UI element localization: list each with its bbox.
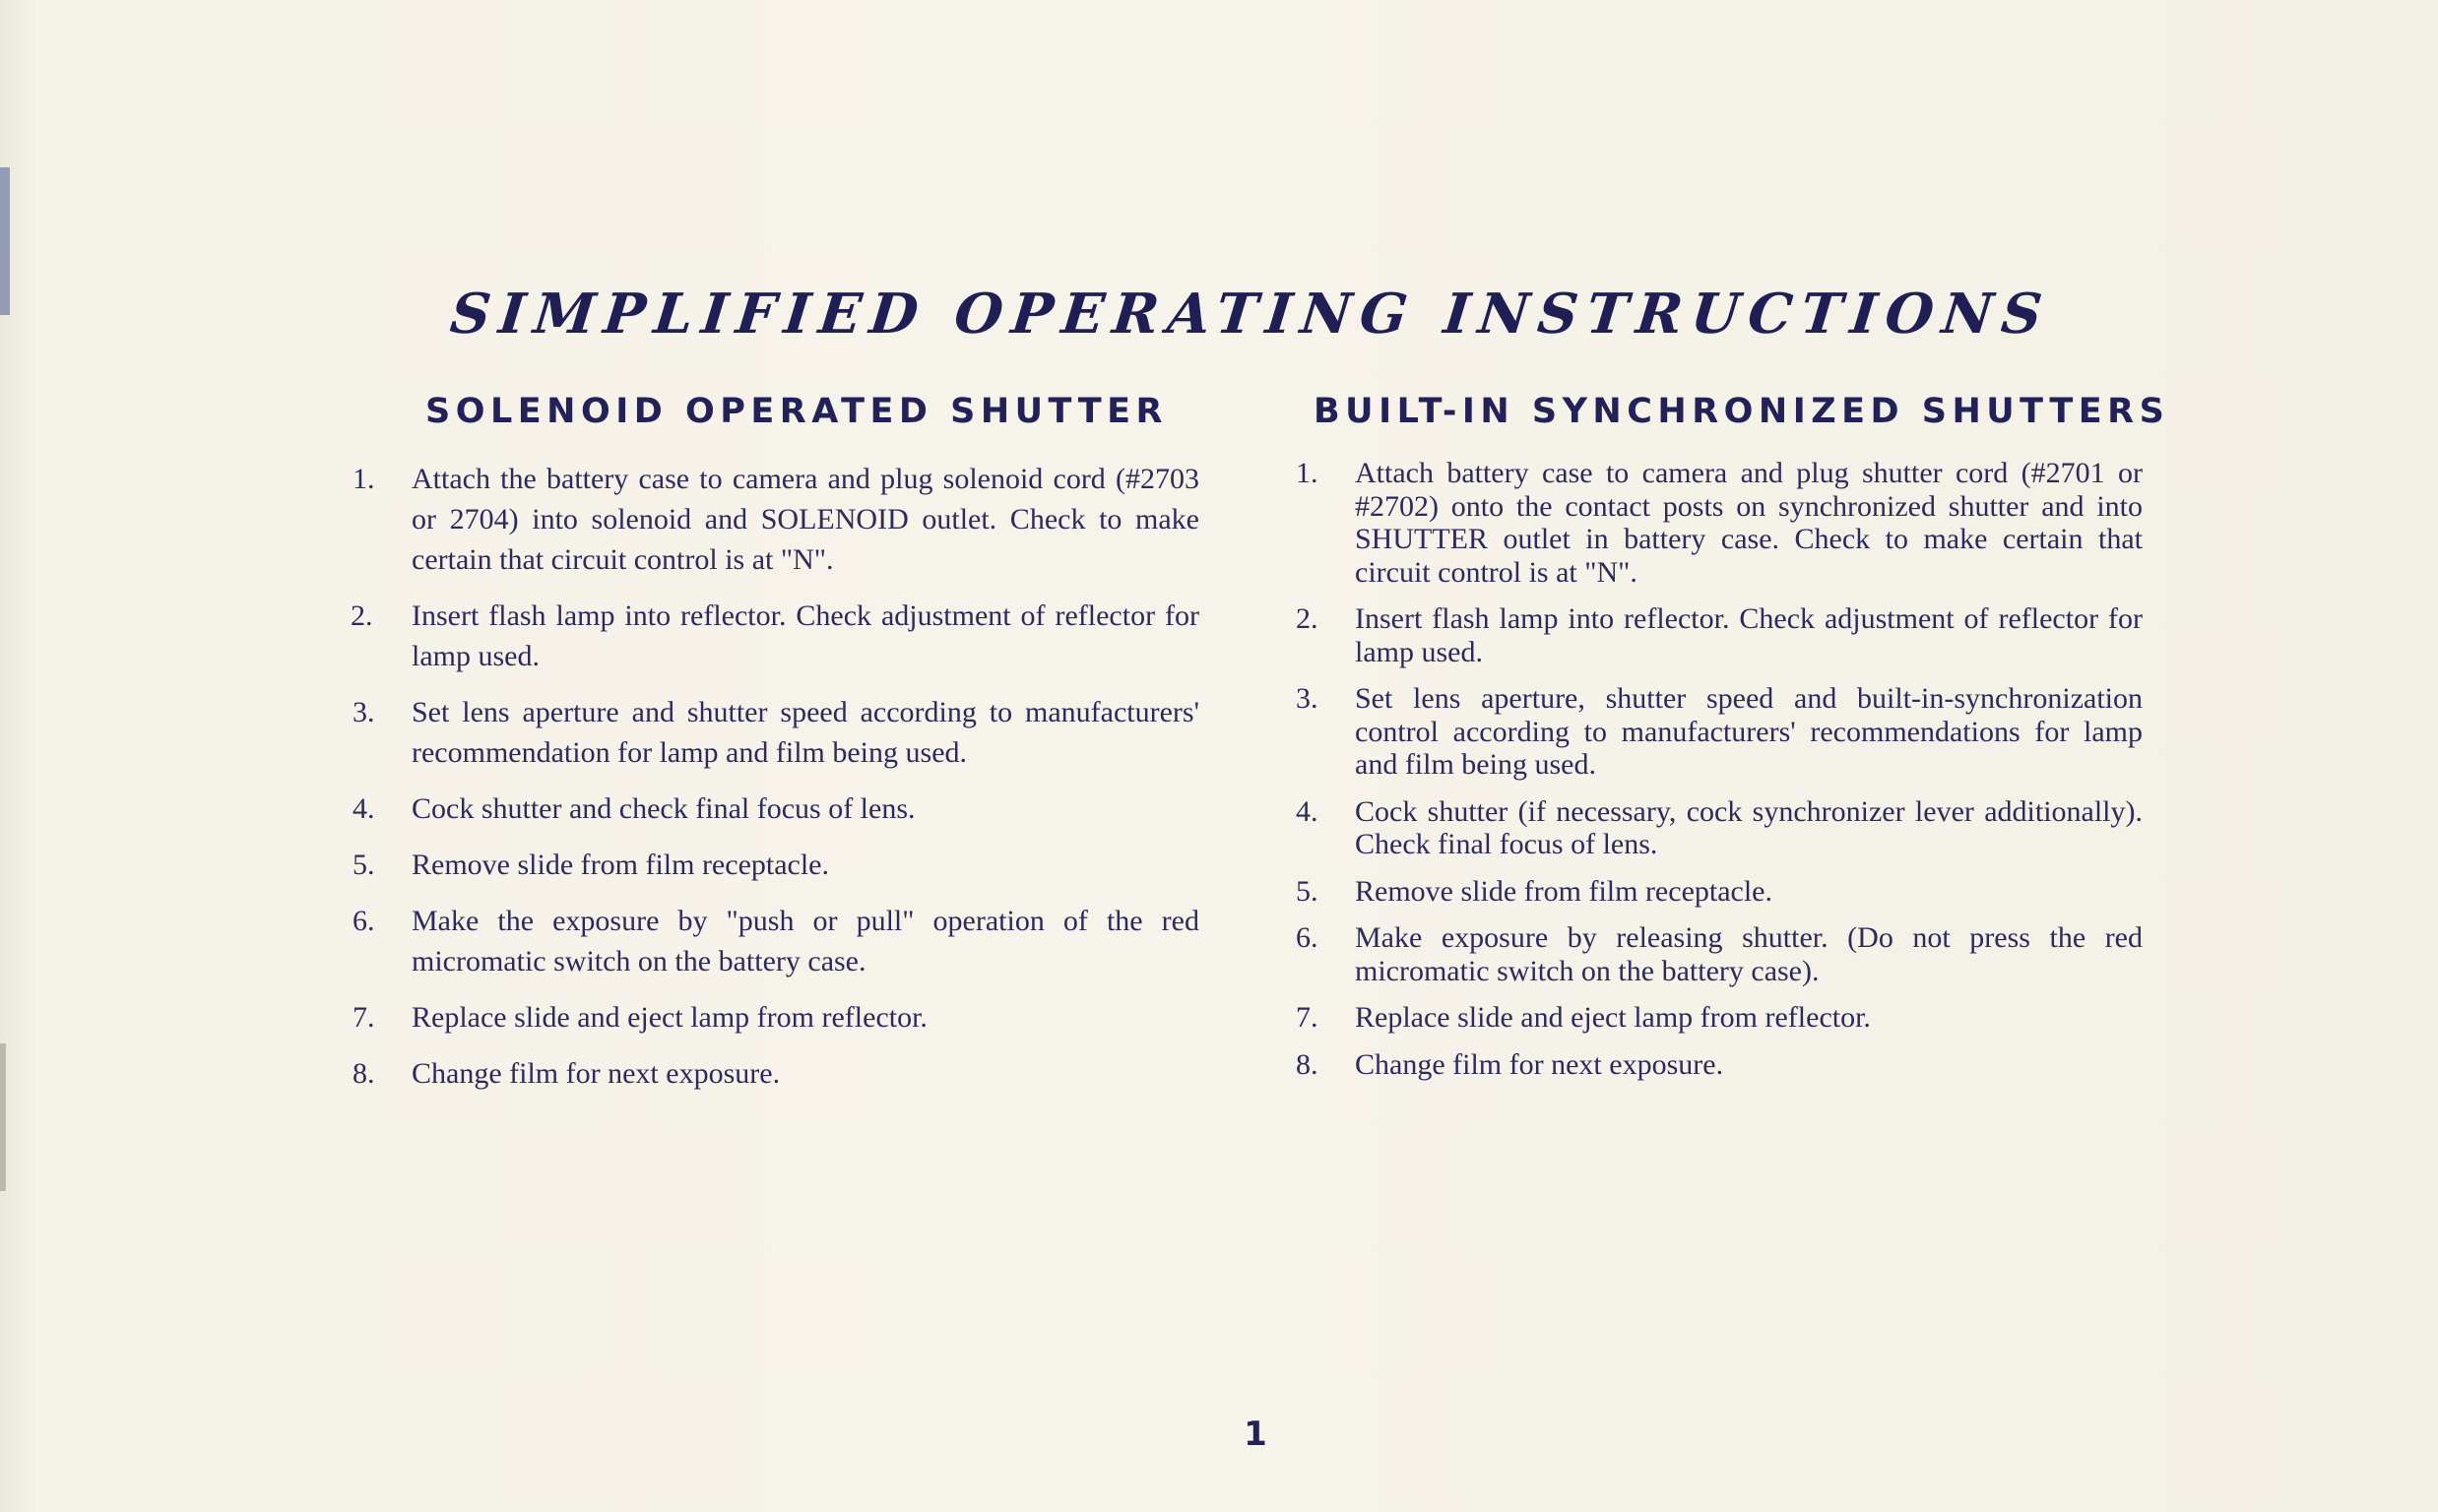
step-number: 1. [353,463,375,495]
step-text: Change film for next exposure. [1355,1047,1724,1081]
step-text: Replace slide and eject lamp from reflector. [412,1001,928,1034]
step-number: 3. [1296,682,1318,715]
list-item [1290,1001,2143,1035]
step-number: 2. [1296,602,1318,635]
step-number: 8. [1296,1047,1318,1081]
step-number: 5. [353,849,375,881]
step-text: Make the exposure by "push or pull" operation of the red micromatic switch on the battery case. [412,905,1199,977]
list-item [347,788,1199,829]
list-item [347,901,1199,981]
list-item [1290,795,2143,861]
step-text: Remove slide from film receptacle. [1355,874,1772,908]
list-item [1290,457,2143,589]
step-number: 7. [353,1001,375,1034]
list-item [1290,682,2143,782]
section-heading-solenoid: SOLENOID OPERATED SHUTTER [425,392,1168,431]
step-text: Attach the battery case to camera and plug solenoid cord (#2703 or 2704) into solenoid and SOLENOID outlet. Check to make certain that circuit control is at "N". [412,463,1199,576]
binding-edge-lower [0,1043,6,1191]
list-item [1290,921,2143,987]
binding-edge [0,167,10,315]
step-number: 6. [353,905,375,937]
step-number: 4. [353,792,375,825]
step-number: 4. [1296,794,1318,828]
step-text: Set lens aperture, shutter speed and built-in-synchronization control according to manufacturers' recommendations for lamp and film being used. [1355,682,2143,781]
step-text: Make exposure by releasing shutter. (Do not press the red micromatic switch on the battery case). [1355,921,2143,987]
page-number: 1 [1244,1415,1267,1454]
step-text: Cock shutter (if necessary, cock synchronizer lever additionally). Check final focus of lens. [1355,794,2143,860]
solenoid-steps-list [347,459,1199,1109]
step-text: Cock shutter and check final focus of lens. [412,792,916,825]
step-number: 8. [353,1057,375,1090]
step-number: 7. [1296,1001,1318,1034]
step-text: Insert flash lamp into reflector. Check adjustment of reflector for lamp used. [1355,602,2143,668]
step-number: 1. [1296,457,1318,489]
step-text: Remove slide from film receptacle. [412,849,829,881]
step-number: 5. [1296,874,1318,908]
step-text: Set lens aperture and shutter speed according to manufacturers' recommendation for lamp and film being used. [412,696,1199,769]
step-text: Change film for next exposure. [412,1057,781,1090]
page-title: SIMPLIFIED OPERATING INSTRUCTIONS [447,282,2054,346]
list-item [1290,875,2143,909]
list-item [347,845,1199,885]
step-text: Attach battery case to camera and plug shutter cord (#2701 or #2702) onto the contact posts on synchronized shutter and into SHUTTER outlet in battery case. Check to make certain that circuit control is at "N". [1355,457,2143,589]
list-item [347,1053,1199,1094]
step-number: 6. [1296,921,1318,954]
section-heading-synchronized: BUILT-IN SYNCHRONIZED SHUTTERS [1314,392,2170,431]
list-item [347,997,1199,1038]
list-item [347,596,1199,676]
step-number: 2. [351,599,373,632]
synchronized-steps-list [1290,457,2147,1095]
list-item [1290,602,2143,668]
list-item [1290,1048,2143,1082]
step-text: Insert flash lamp into reflector. Check adjustment of reflector for lamp used. [412,599,1199,672]
step-text: Replace slide and eject lamp from reflector. [1355,1001,1871,1034]
list-item [347,692,1199,773]
step-number: 3. [353,696,375,728]
list-item [347,459,1199,580]
